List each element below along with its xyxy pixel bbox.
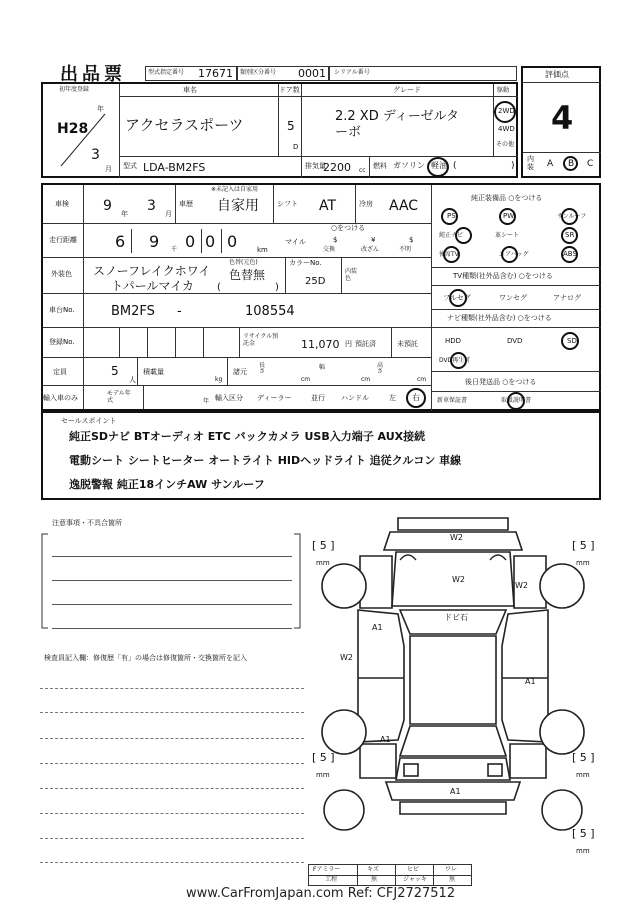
equip-sr-circle [561, 227, 578, 244]
recycle-unit: 円 [345, 340, 352, 348]
footer-site: www.CarFromJapan.com [186, 886, 344, 901]
chassis-prefix: BM2FS [111, 304, 155, 319]
fuel-label: 燃料 [373, 162, 387, 170]
tv-analog: アナログ [553, 294, 581, 302]
usage-value: 自家用 [217, 198, 259, 214]
equip-sunroof: サンルーフ [557, 213, 587, 220]
mark-right-rear-door: A1 [525, 677, 536, 686]
shaken-month: 3 [147, 198, 156, 214]
displacement-unit: cc [359, 167, 366, 174]
mileage-digit-4: 0 [205, 232, 216, 251]
serial-label: シリアル番号 [334, 69, 370, 76]
load-label: 積載量 [143, 368, 164, 376]
equip-ps: PS [447, 212, 456, 220]
shaken-month-unit: 月 [165, 210, 172, 218]
recycle-paid: 預託済 [355, 340, 376, 348]
navi-title: ナビ種類(社外品含む) ○をつける [447, 314, 552, 322]
unknown-mark: $ [409, 236, 414, 244]
tread-rear-left: [ 5 ] [312, 751, 335, 764]
doors-value: 5 [287, 119, 295, 133]
navi-dvd-play: DVD再生可 [439, 357, 471, 364]
mark-left-front-door: A1 [372, 623, 383, 632]
registration-label: 登録No. [49, 338, 75, 346]
fuel-diesel: 軽油 [431, 161, 447, 170]
exchange-mark: $ [333, 236, 338, 244]
handle-right: 右 [412, 393, 420, 402]
mark-roof: ドビ石 [444, 613, 468, 622]
import-parallel: 並行 [311, 394, 325, 402]
grade-line2: ーボ [335, 125, 362, 140]
legend-r1-c2: キズ [367, 866, 379, 873]
navi-dvd: DVD [507, 337, 523, 345]
tread-front-right: [ 5 ] [572, 539, 595, 552]
fuel-paren: ( [453, 161, 457, 171]
tread-front-right-value: 5 [579, 539, 587, 552]
tread-front-left: [ 5 ] [312, 539, 335, 552]
usage-note: ※未記入は自家用 [211, 186, 259, 193]
footer-watermark [186, 887, 455, 900]
shift-label: シフト [277, 200, 298, 208]
equip-airbag-circle [501, 246, 518, 263]
drive-label: 駆動 [497, 87, 510, 94]
reg-month: 3 [91, 147, 100, 163]
mileage-digit-1: 6 [115, 232, 126, 251]
chassis-dash: - [177, 304, 182, 319]
inspector-label: 検査員記入欄：修復歴「有」の場合は修復箇所・交換箇所を記入 [44, 654, 247, 662]
tread-rear-left-value: 5 [319, 751, 327, 764]
chassis-number: 108554 [245, 304, 295, 319]
shaken-year: 9 [103, 198, 112, 214]
tamper-label: 改ざん [361, 246, 380, 253]
grade-line1: 2.2 XD ディーゼルタ [335, 109, 460, 124]
capacity-unit: 人 [129, 376, 136, 384]
reg-diagonal [53, 110, 113, 170]
width-label: 幅 [319, 364, 326, 371]
mileage-digit-3: 0 [185, 232, 196, 251]
recycle-unpaid: 未預託 [397, 340, 418, 348]
shift-value: AT [319, 198, 337, 214]
load-unit: kg [215, 376, 223, 383]
legend-r2-c3: ジャッキ [403, 876, 427, 883]
legend-r2-c4: 無 [449, 876, 456, 883]
equip-sr: SR [565, 231, 575, 239]
tv-oneseg: ワンセグ [499, 294, 527, 302]
docs-warranty: 新車保証書 [437, 397, 468, 404]
dim-label: 諸元 [233, 368, 247, 376]
legend-r1-c4: ワレ [445, 866, 458, 873]
tread-front-left-mm: mm [316, 559, 330, 567]
length-cm: cm [301, 376, 311, 383]
legend-r2-c1: 工程 [325, 876, 338, 883]
displacement-label: 排気量 [305, 162, 326, 170]
recycle-label: リサイクル預託金 [243, 333, 279, 348]
docs-manual-circle [507, 392, 525, 410]
mileage-digit-5: 0 [227, 232, 238, 251]
interior-b-circle [563, 156, 578, 171]
tread-rear-right-mm: mm [576, 771, 590, 779]
height-label: 高さ [377, 362, 384, 375]
mileage-label: 走行距離 [49, 236, 77, 244]
interior-color-label: 内装色 [345, 268, 358, 282]
equip-rear-tv: 後席TV [439, 251, 459, 258]
unknown-label: 不明 [399, 246, 412, 253]
model-year-unit: 年 [203, 398, 210, 405]
car-name: アクセラスポーツ [125, 116, 244, 134]
form-title: 出品票 [60, 64, 126, 85]
interior-b: B [568, 159, 575, 169]
tamper-mark: ¥ [371, 236, 376, 244]
first-reg-label: 初年度登録 [59, 86, 90, 93]
drive-other: その他 [496, 141, 515, 148]
vehicle-box [41, 82, 518, 178]
equip-navi-circle [455, 227, 472, 244]
mark-left-rear: A1 [380, 735, 391, 744]
sales-points-line1: 純正SDナビ BTオーディオ ETC バックカメラ USB入力端子 AUX接続 [69, 430, 426, 443]
tread-front-right-mm: mm [576, 559, 590, 567]
interior-grade-label: 内装 [527, 155, 534, 171]
class-no-value: 0001 [298, 67, 326, 80]
original-color-label: 色替(元色) [229, 259, 258, 266]
legend-table [308, 864, 472, 886]
shaken-year-unit: 年 [121, 210, 128, 218]
interior-a: A [547, 159, 554, 169]
mark-left-side: W2 [340, 653, 353, 662]
mark-rear-bumper: A1 [450, 787, 461, 796]
doors-label: ドア数 [279, 86, 300, 94]
sales-points-line2: 電動シート シートヒーター オートライト HIDヘッドライト 追従クルコン 車線 [69, 454, 462, 467]
equip-sunroof-circle [561, 208, 578, 225]
length-label: 長さ [259, 362, 266, 375]
grade-label: グレード [393, 86, 421, 94]
doors-unit: D [293, 143, 299, 151]
main-info-box [41, 183, 601, 411]
equip-airbag: エアバッグ [499, 251, 529, 258]
fuel-paren-close: ) [511, 161, 515, 171]
equip-navi: 純正ナビ [439, 232, 464, 239]
interior-c: C [587, 159, 594, 169]
tread-spare-value: 5 [579, 827, 587, 840]
tread-spare-mm: mm [576, 847, 590, 855]
sales-points-label: セールスポイント [61, 417, 117, 425]
original-paren-close: ) [275, 282, 279, 293]
mile-label: マイル [285, 238, 306, 246]
width-cm: cm [361, 376, 371, 383]
ac-label: 冷房 [359, 200, 373, 208]
car-name-label: 車名 [183, 86, 197, 94]
km-unit: km [257, 246, 268, 254]
handle-right-circle [406, 388, 426, 408]
color-no: 25D [305, 276, 326, 287]
equip-rear-tv-circle [443, 246, 460, 263]
form-no-value: 17671 [198, 67, 233, 80]
thousand-unit: 千 [171, 246, 178, 253]
model-label: 型式 [123, 162, 137, 170]
sales-points-box [41, 411, 601, 500]
form-no-label: 型式指定番号 [148, 69, 185, 76]
tread-rear-right-value: 5 [579, 751, 587, 764]
tread-rear-right: [ 5 ] [572, 751, 595, 764]
exterior-line1: スノーフレイクホワイ [93, 264, 211, 278]
legend-r1-c3: ヒビ [407, 866, 420, 873]
mileage-digits [103, 227, 247, 255]
mark-note: ○をつける [331, 224, 366, 232]
equip-abs: ABS [563, 250, 577, 258]
drive-2wd: 2WD [498, 107, 515, 115]
tv-fullseg-circle [449, 289, 467, 307]
score-label: 評価点 [545, 70, 569, 79]
equipment-title: 純正装備品 ○をつける [471, 194, 543, 202]
equip-abs-circle [561, 246, 578, 263]
usage-label: 車歴 [179, 200, 193, 208]
class-no-label: 類別区分番号 [240, 69, 277, 76]
height-cm: cm [417, 376, 427, 383]
navi-sd: SD [567, 337, 577, 345]
shaken-label: 車検 [55, 200, 69, 208]
drive-4wd: 4WD [498, 125, 515, 133]
original-color: 色替無 [229, 268, 266, 282]
navi-dvd-play-circle [450, 352, 467, 369]
capacity-value: 5 [111, 364, 119, 378]
model-year-label: モデル年式 [107, 390, 131, 404]
import-label: 輸入車のみ [43, 394, 78, 402]
sales-points-line3: 逸脱警報 純正18インチAW サンルーフ [69, 478, 265, 491]
mark-front-bumper: W2 [450, 533, 463, 542]
mark-right-fender: W2 [515, 581, 528, 590]
drive-2wd-circle [494, 101, 516, 123]
tv-title: TV種類(社外品含む) ○をつける [453, 272, 553, 280]
exterior-line2: トパールマイカ [111, 279, 194, 293]
class-no-cell [237, 66, 329, 81]
navi-hdd: HDD [445, 337, 462, 345]
docs-title: 後日発送品 ○をつける [465, 378, 537, 386]
chassis-label: 車台No. [49, 306, 75, 314]
fuel-gas: ガソリン [393, 161, 425, 170]
mileage-digit-2: 9 [149, 232, 160, 251]
recycle-amount: 11,070 [301, 338, 340, 351]
equipment-grid [439, 209, 599, 265]
tread-spare: [ 5 ] [572, 827, 595, 840]
legend-r2-c2: 無 [371, 876, 378, 883]
month-unit: 月 [105, 165, 112, 173]
caution-bracket [40, 526, 304, 636]
docs-manual: 取扱説明書 [501, 397, 532, 404]
original-paren: ( [217, 282, 221, 293]
serial-cell [329, 66, 517, 81]
equip-pw: PW [503, 212, 515, 220]
import-dealer: ディーラー [257, 394, 292, 402]
legend-r1-c1: Fアミラー [313, 866, 341, 873]
equip-ps-circle [441, 208, 458, 225]
exchange-label: 交換 [323, 246, 336, 253]
handle-left: 左 [389, 394, 396, 402]
import-type-label: 輸入区分 [215, 394, 243, 402]
score-value: 4 [551, 99, 574, 137]
navi-sd-circle [561, 332, 579, 350]
equip-pw-circle [499, 208, 516, 225]
year-unit: 年 [97, 105, 104, 113]
form-no-cell [145, 66, 237, 81]
year-era: H28 [57, 121, 89, 137]
ac-value: AAC [389, 198, 419, 214]
handle-label: ハンドル [341, 394, 369, 402]
caution-label: 注意事項・不具合箇所 [52, 519, 122, 527]
color-no-label: カラーNo. [289, 259, 322, 267]
fuel-diesel-circle [427, 157, 449, 177]
displacement-value: 2200 [323, 161, 351, 174]
capacity-label: 定員 [53, 368, 67, 376]
car-damage-diagram [300, 510, 610, 870]
exterior-label: 外装色 [51, 270, 72, 278]
mark-bonnet: W2 [452, 575, 465, 584]
tread-rear-left-mm: mm [316, 771, 330, 779]
footer-ref: Ref: CFJ2727512 [347, 886, 456, 901]
model-value: LDA-BM2FS [143, 161, 206, 174]
score-box [521, 66, 601, 178]
tread-front-left-value: 5 [319, 539, 327, 552]
equip-leather: 革シート [495, 232, 520, 239]
tv-fullseg: フルセグ [443, 294, 471, 302]
